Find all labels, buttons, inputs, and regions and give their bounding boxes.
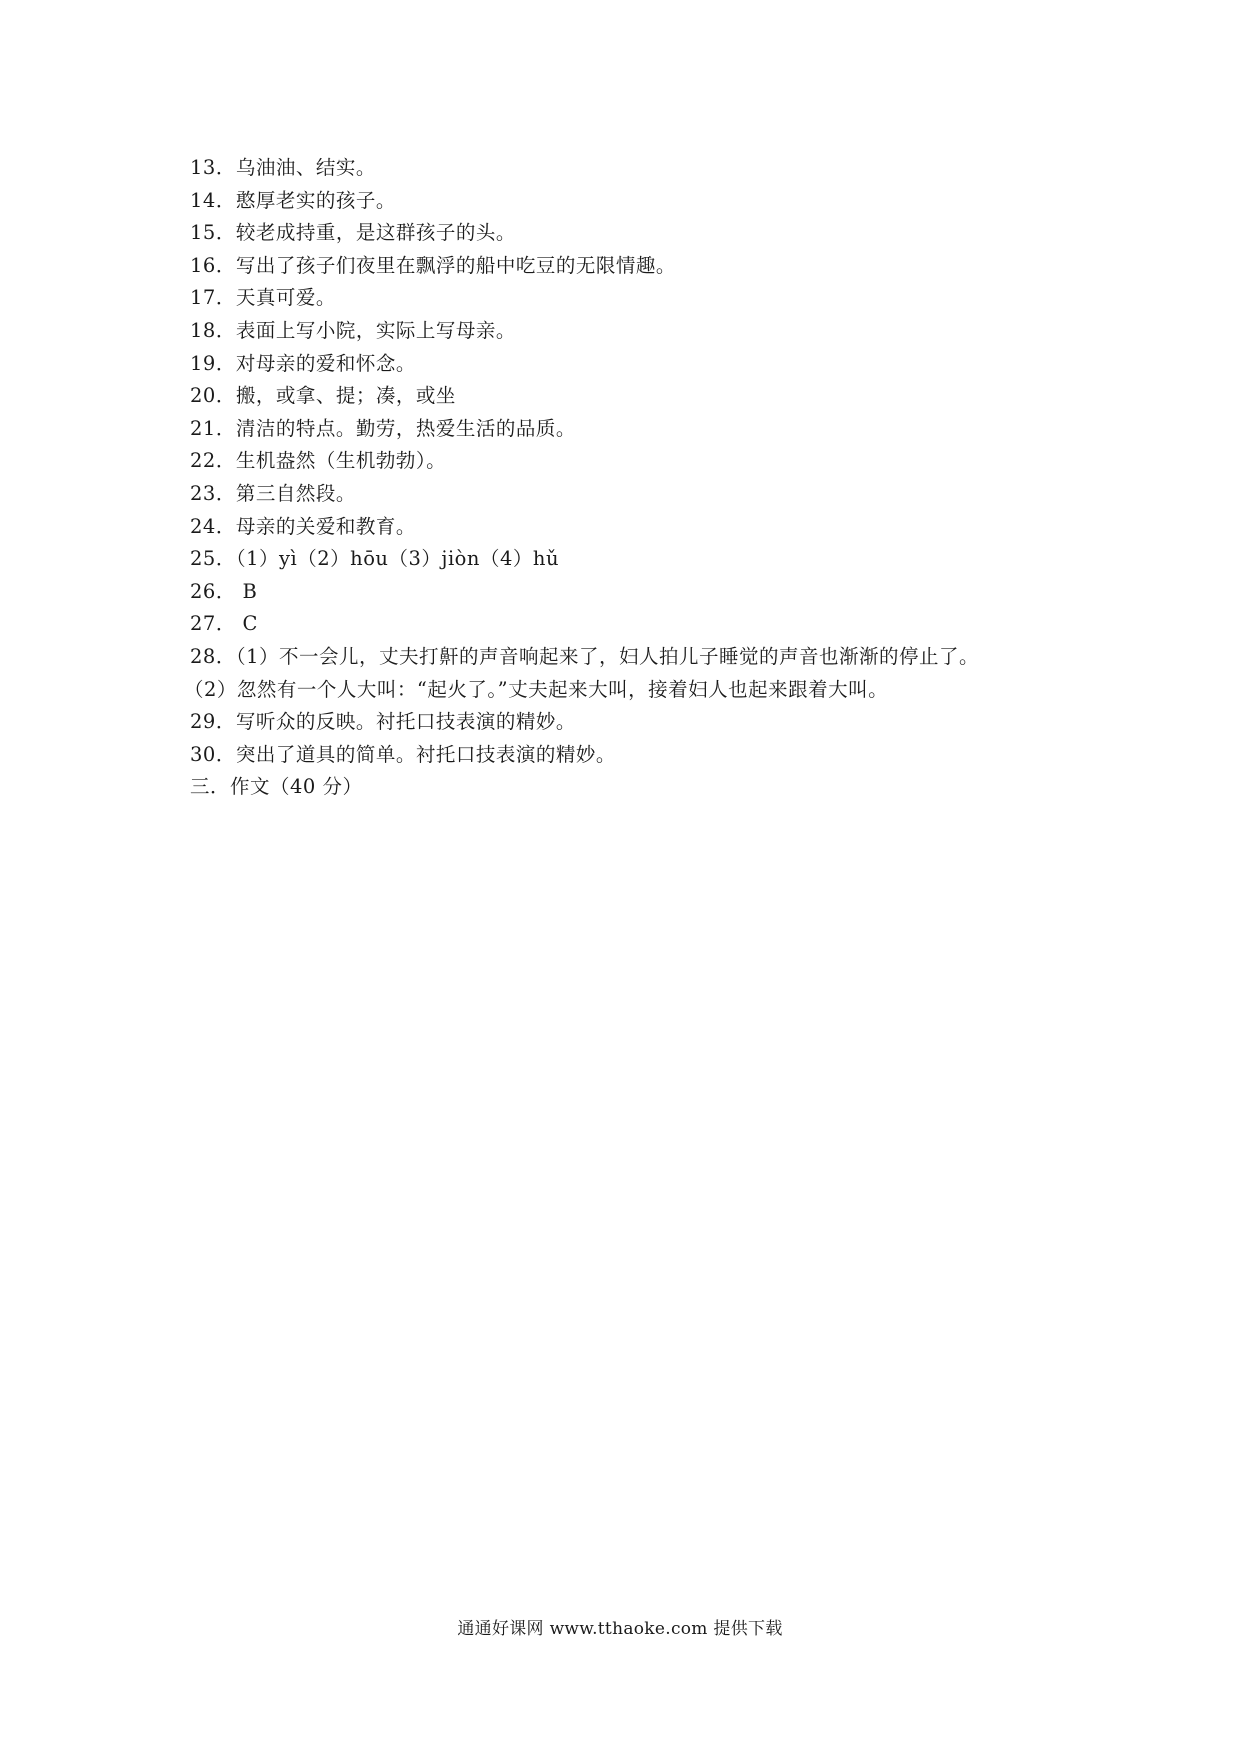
answer-14: 14．憨厚老实的孩子。 — [190, 188, 396, 212]
answer-23: 23．第三自然段。 — [190, 481, 356, 505]
answer-28-part-2: （2）忽然有一个人大叫：“起火了。”丈夫起来大叫，接着妇人也起来跟着大叫。 — [184, 677, 889, 701]
answer-30: 30．突出了道具的简单。衬托口技表演的精妙。 — [190, 742, 616, 766]
answer-16: 16．写出了孩子们夜里在飘浮的船中吃豆的无限情趣。 — [190, 253, 676, 277]
answer-21: 21．清洁的特点。勤劳，热爱生活的品质。 — [190, 416, 576, 440]
answer-24: 24．母亲的关爱和教育。 — [190, 514, 416, 538]
answer-20: 20．搬，或拿、提；凑，或坐 — [190, 384, 456, 408]
answer-13: 13．乌油油、结实。 — [190, 156, 376, 179]
answer-18: 18．表面上写小院，实际上写母亲。 — [190, 318, 516, 342]
answer-19: 19．对母亲的爱和怀念。 — [190, 351, 416, 375]
answer-15: 15．较老成持重，是这群孩子的头。 — [190, 221, 516, 245]
answer-22: 22．生机盎然（生机勃勃）。 — [190, 449, 447, 473]
answer-27: 27． C — [190, 612, 258, 636]
answer-list — [184, 152, 1090, 804]
answer-29: 29．写听众的反映。衬托口技表演的精妙。 — [190, 710, 576, 734]
section-composition-heading: 三．作文（40 分） — [190, 775, 363, 799]
answer-28-part-1: 28．（1）不一会儿，丈夫打鼾的声音响起来了，妇人拍儿子睡觉的声音也渐渐的停止了。 — [190, 644, 979, 668]
answer-17: 17．天真可爱。 — [190, 286, 336, 310]
answer-25: 25．（1）yì（2）hōu（3）jiòn（4）hǔ — [190, 547, 559, 571]
answer-26: 26． B — [190, 579, 258, 603]
footer-source-note: 通通好课网 www.tthaoke.com 提供下载 — [457, 1619, 783, 1639]
